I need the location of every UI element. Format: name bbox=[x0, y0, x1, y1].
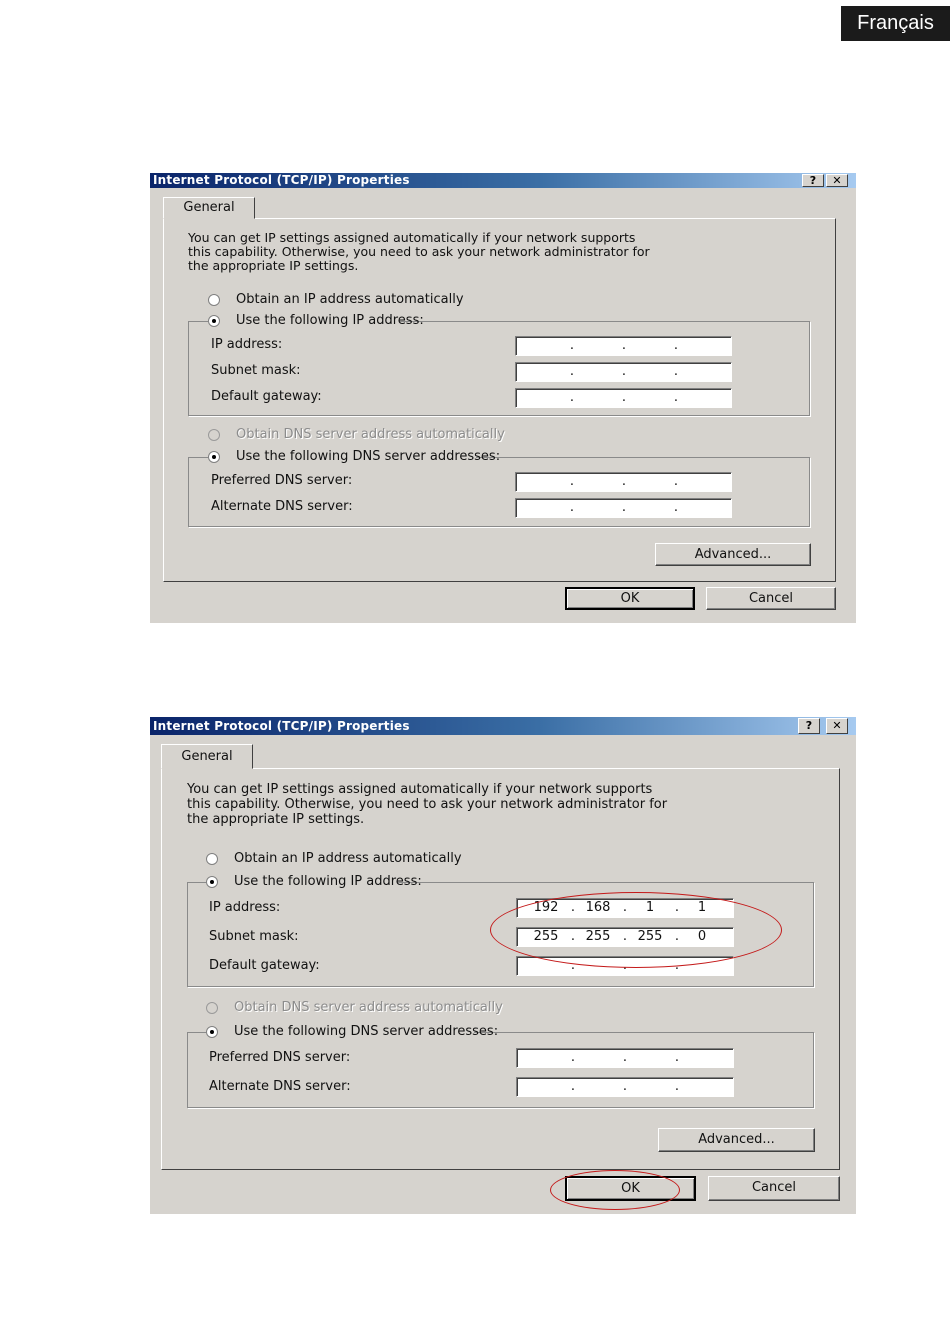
use-following-dns-radio[interactable]: Use the following DNS server addresses: bbox=[206, 1024, 474, 1040]
default-gateway-label: Default gateway: bbox=[211, 389, 322, 404]
dialog-title: Internet Protocol (TCP/IP) Properties bbox=[153, 719, 410, 733]
preferred-dns-label: Preferred DNS server: bbox=[209, 1050, 351, 1065]
radio-checked-icon bbox=[206, 876, 218, 888]
ok-button[interactable]: OK bbox=[565, 587, 695, 610]
title-bar[interactable] bbox=[150, 717, 856, 735]
tab-general[interactable]: General bbox=[161, 744, 253, 769]
help-icon[interactable]: ? bbox=[802, 174, 824, 187]
ip-address-label: IP address: bbox=[211, 337, 283, 352]
help-icon[interactable]: ? bbox=[798, 718, 820, 734]
title-bar[interactable] bbox=[150, 173, 856, 188]
close-icon[interactable]: ✕ bbox=[826, 718, 848, 734]
ip-subnet-highlight-ellipse bbox=[490, 892, 782, 968]
radio-unchecked-icon bbox=[206, 853, 218, 865]
preferred-dns-input[interactable]: . . . bbox=[516, 1048, 734, 1068]
advanced-button[interactable]: Advanced... bbox=[658, 1128, 815, 1152]
preferred-dns-label: Preferred DNS server: bbox=[211, 473, 353, 488]
tab-general[interactable]: General bbox=[163, 197, 255, 219]
default-gateway-input[interactable]: . . . bbox=[515, 388, 732, 408]
cancel-button[interactable]: Cancel bbox=[708, 1176, 840, 1201]
language-badge: Français bbox=[841, 6, 950, 41]
use-following-ip-radio[interactable]: Use the following IP address: bbox=[208, 313, 400, 329]
preferred-dns-input[interactable]: . . . bbox=[515, 472, 732, 492]
use-following-ip-radio[interactable]: Use the following IP address: bbox=[206, 874, 398, 890]
alternate-dns-label: Alternate DNS server: bbox=[211, 499, 353, 514]
alternate-dns-label: Alternate DNS server: bbox=[209, 1079, 351, 1094]
subnet-mask-label: Subnet mask: bbox=[211, 363, 301, 378]
description-text: You can get IP settings assigned automatically if your network supports this capability. Otherwise, you need to ask your network administrator for the appropriate IP settings. bbox=[187, 782, 668, 827]
ok-button-highlight-ellipse bbox=[550, 1170, 680, 1210]
radio-unchecked-icon bbox=[208, 294, 220, 306]
radio-checked-icon bbox=[208, 451, 220, 463]
radio-checked-icon bbox=[208, 315, 220, 327]
default-gateway-label: Default gateway: bbox=[209, 958, 320, 973]
tcpip-properties-dialog-1: Internet Protocol (TCP/IP) Properties ? ✕ General You can get IP settings assigned automatically if your network supports this capability. Otherwise, you need to ask your network administrator for the appropriate IP settings. Obtain an IP address automatically Use the following IP address: IP address: . . . Subnet mask: . . . Default gateway: . . . Obtain DNS server address automatically Use the following DNS server addresses: Preferred DNS server: . . . Alternate DNS server: . . . Advanced... OK Cancel bbox=[150, 173, 856, 623]
radio-checked-icon bbox=[206, 1026, 218, 1038]
description-text: You can get IP settings assigned automatically if your network supports this capability. Otherwise, you need to ask your network administrator for the appropriate IP settings. bbox=[188, 230, 650, 273]
ok-button[interactable]: OK bbox=[565, 1176, 696, 1201]
alternate-dns-input[interactable]: . . . bbox=[515, 498, 732, 518]
radio-disabled-icon bbox=[208, 429, 220, 441]
ip-address-label: IP address: bbox=[209, 900, 281, 915]
close-icon[interactable]: ✕ bbox=[826, 174, 848, 187]
advanced-button[interactable]: Advanced... bbox=[655, 543, 811, 566]
cancel-button[interactable]: Cancel bbox=[706, 587, 836, 610]
tcpip-properties-dialog-2: Internet Protocol (TCP/IP) Properties ? ✕ General You can get IP settings assigned automatically if your network supports this capability. Otherwise, you need to ask your network administrator for the appropriate IP settings. Obtain an IP address automatically Use the following IP address: IP address: 192 . 168 . 1 . 1 Subnet mask: 255 . 255 . 255 . 0 Default gateway: . . . Obtain DNS server address automatically Use the following DNS server addresses: Preferred DNS server: . . . Alternate DNS server: . . . Advanced... OK Cancel bbox=[150, 717, 856, 1214]
alternate-dns-input[interactable]: . . . bbox=[516, 1077, 734, 1097]
use-following-dns-radio[interactable]: Use the following DNS server addresses: bbox=[208, 449, 476, 465]
subnet-mask-input[interactable]: 255 . 255 . 255 . 0 bbox=[516, 927, 734, 947]
radio-disabled-icon bbox=[206, 1002, 218, 1014]
subnet-mask-input[interactable]: . . . bbox=[515, 362, 732, 382]
ip-address-input[interactable]: 192 . 168 . 1 . 1 bbox=[516, 898, 734, 918]
ip-address-input[interactable]: . . . bbox=[515, 336, 732, 356]
dialog-title: Internet Protocol (TCP/IP) Properties bbox=[153, 173, 410, 187]
subnet-mask-label: Subnet mask: bbox=[209, 929, 299, 944]
default-gateway-input[interactable]: . . . bbox=[516, 956, 734, 976]
